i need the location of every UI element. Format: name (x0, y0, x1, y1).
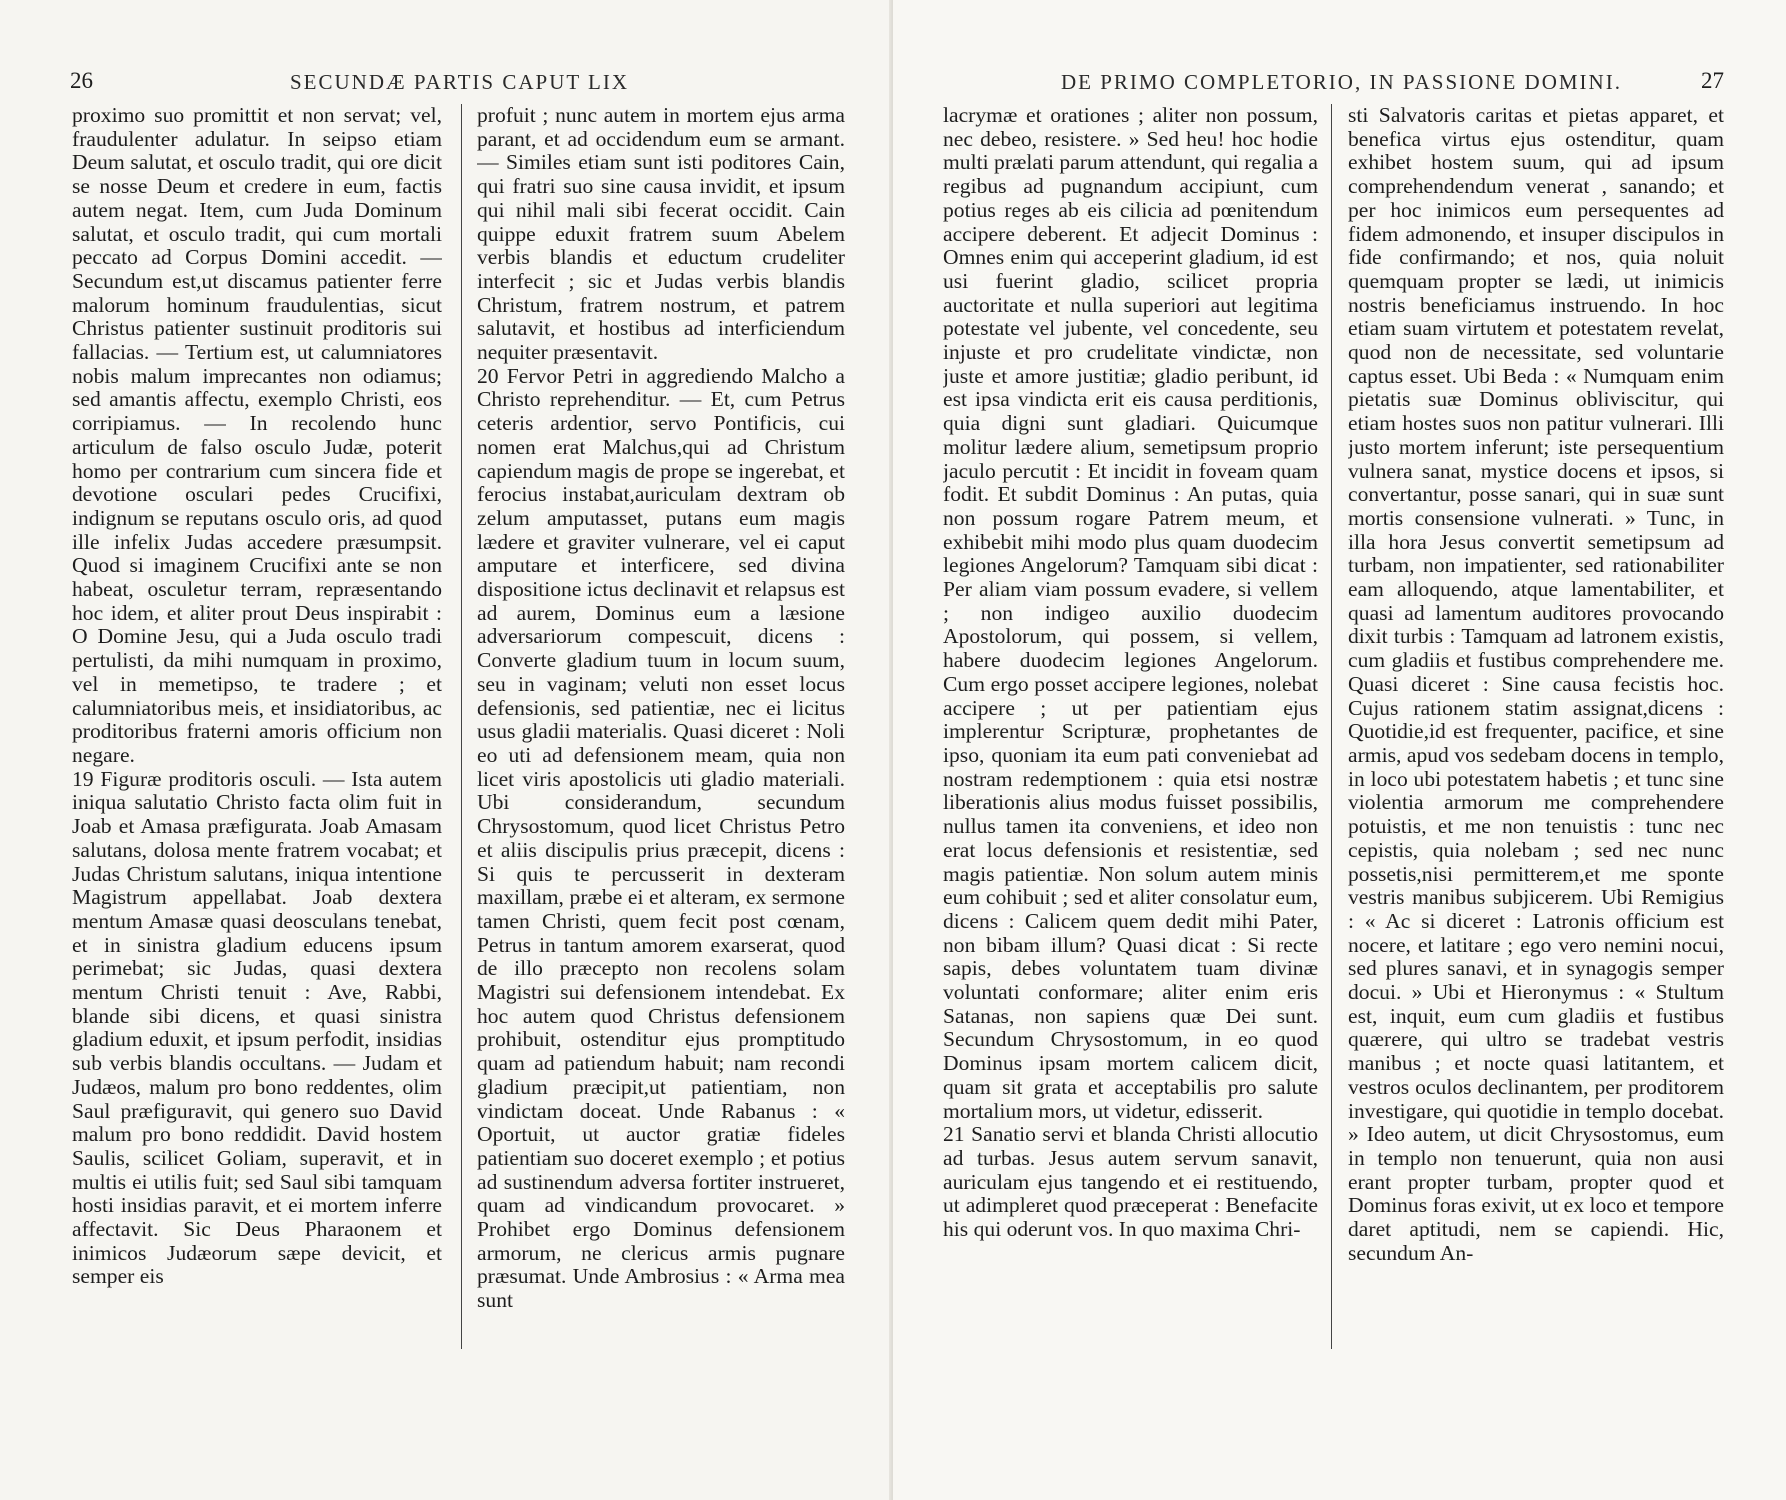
paragraph: lacrymæ et orationes ; aliter non possum, nec debeo, resistere. » Sed heu! hoc hodie multi prælati parum attendunt, qui regalia a regibus ad pugnandum accipiunt, cum potius reges ab eis cilicia ad pœnitendum accipere deberent. Et adjecit Dominus : Omnes enim qui acceperint gladium, id est usi fuerint gladio, scilicet propria auctoritate et nulla superiori aut legitima potestate vel jubente, vel concedente, seu injuste et pro crudelitate vindictæ, non juste et amore justitiæ; gladio peribunt, id est ipsa vindicta erit eis causa perditionis, quia digni sunt gladiari. Quicumque molitur lædere alium, semetipsum proprio jaculo percutit : Et incidit in foveam quam fodit. Et subdit Dominus : An putas, quia non possum rogare Patrem meum, et exhibebit mihi modo plus quam duodecim legiones Angelorum? Tamquam sibi dicat : Per aliam viam possum evadere, si vellem ; non indigeo auxilio duodecim Apostolorum, qui possem, si vellem, habere duodecim legiones Angelorum. Cum ergo posset accipere legiones, nolebat accipere ; ut per patientiam ejus implerentur Scripturæ, prophetantes de ipso, quoniam ita eum pati conveniebat ad nostram redemptionem : quia etsi nostræ liberationis alius modus fuisset possibilis, nullus tamen ita conveniens, et ideo non erat locus defensionis et resistentiæ, sed magis patientiæ. Non solum autem minis eum cohibuit ; sed et aliter consolatur eum, dicens : Calicem quem dedit mihi Pater, non bibam illum? Quasi dicat : Si recte sapis, debes voluntatem tuam divinæ voluntati conformare; aliter enim eris Satanas, non sapiens quæ Dei sunt. Secundum Chrysostomum, in eo quod Dominus ipsam mortem calicem dicit, quam sit grata et acceptabilis pro salute mortalium mors, ut videtur, edisserit. (943, 104, 1318, 1123)
left-page-column-2 (477, 104, 845, 1349)
paragraph: sti Salvatoris caritas et pietas apparet, et benefica virtus ejus ostenditur, quam exhibet hostem suum, qui ad ipsum comprehendendum venerat , sanando; et per hoc inimicos eum persequentes ad fidem admonendo, et insuper discipulos in fide confirmando; et nos, quia noluit quemquam propter se lædi, ut inimicis nostris beneficiamus instruendo. In hoc etiam suam virtutem et potestatem revelat, quod non de necessitate, sed voluntarie captus esset. Ubi Beda : « Numquam enim pietatis suæ Dominus obliviscitur, qui etiam hostes suos non patitur vulnerari. Illi justo mortem inferunt; iste persequentium vulnera sanat, mystice docens et ipsos, si convertantur, posse sanari, qui in suæ sunt mortis consensione vulnerati. » Tunc, in illa hora Jesus convertit semetipsum ad turbam, non impatienter, sed rationabiliter eam alloquendo, atque lamentabiliter, et quasi ad lamentum auditores provocando dixit turbis : Tamquam ad latronem existis, cum gladiis et fustibus comprehendere me. Quasi diceret : Sine causa fecistis hoc. Cujus rationem statim assignat,dicens : Quotidie,id est frequenter, pacifice, et sine armis, apud vos sedebam docens in templo, in loco ubi potestatem habetis ; et tunc sine violentia armorum me comprehendere potuistis, et me non tenuistis : tunc nec cepistis, quia nolebam ; sed nec nunc possetis,nisi permitterem,et me sponte vestris manibus subjicerem. Ubi Remigius : « Ac si diceret : Latronis officium est nocere, et latitare ; ego vero nemini nocui, sed plures sanavi, et in synagogis semper docui. » Ubi et Hieronymus : « Stultum est, inquit, eum cum gladiis et fustibus quærere, qui ultro se tradebat vestris manibus ; et nocte quasi latitantem, et vestros oculos declinantem, per proditorem investigare, qui quotidie in templo docebat. » Ideo autem, ut dicit Chrysostomus, eum in templo non tenuerunt, quia non ausi erant propter turbam, propter quod et Dominus foras exivit, ut ex loco et tempore daret aptitudi, nem se capiendi. Hic, secundum An- (1348, 104, 1724, 1265)
paragraph: 20 Fervor Petri in aggrediendo Malcho a Christo reprehenditur. — Et, cum Petrus ceteris ardentior, servo Pontificis, cui nomen erat Malchus,qui ad Christum capiendum magis de prope se ingerebat, et ferocius instabat,auriculam dextram ob zelum amputasset, putans eum magis lædere et graviter vulnerare, vel ei caput amputare et interficere, sed divina dispositione ictus declinavit et relapsus est ad aurem, Dominus eum a læsione adversariorum compescuit, dicens : Converte gladium tuum in locum suum, seu in vaginam; veluti non esset locus defensionis, sed patientiæ, nec ei licitus usus gladii materialis. Quasi diceret : Noli eo uti ad defensionem meam, quia non licet viris apostolicis uti gladio materiali. Ubi considerandum, secundum Chrysostomum, quod licet Christus Petro et aliis discipulis prius præcepit, dicens : Si quis te percusserit in dexteram maxillam, præbe ei et alteram, ex sermone tamen Christi, quem fecit post cœnam, Petrus in tantum amorem exarserat, quod de illo præcepto non recolens solam Magistri sui defensionem intendebat. Ex hoc autem quod Christus defensionem prohibuit, ostenditur ejus promptitudo quam ad patiendum habuit; nam recondi gladium præcipit,ut patientiam, non vindictam doceat. Unde Rabanus : « Oportuit, ut auctor gratiæ fideles patientiam suo doceret exemplo ; et potius ad sustinendum adversa fortiter instrueret, quam ad vindicandum provocaret. » Prohibet ergo Dominus defensionem armorum, ne clericus armis pugnare præsumat. Unde Ambrosius : « Arma mea sunt (477, 363, 845, 1313)
right-page-column-2 (1348, 104, 1724, 1349)
page-number: 27 (1701, 68, 1724, 93)
left-page-column-1 (72, 104, 442, 1349)
right-page (893, 0, 1786, 1500)
paragraph: 19 Figuræ proditoris osculi. — Ista autem iniqua salutatio Christo facta olim fuit in Joab et Amasa præfigurata. Joab Amasam salutans, dolosa mente fratrem vocabat; et Judas Christum salutans, iniqua intentione Magistrum appellabat. Joab dextera mentum Amasæ quasi deosculans tenebat, et in sinistra gladium educens ipsum perimebat; sic Judas, quasi dextera mentum Christi tenuit : Ave, Rabbi, blande sibi dicens, et quasi sinistra gladium eduxit, et ipsum perfodit, insidias sub verbis blandis occultans. — Judam et Judæos, malum pro bono reddentes, olim Saul præfiguravit, qui genero suo David malum pro bono reddidit. David hostem Saulis, scilicet Goliam, superavit, et in multis ei utilis fuit; sed Saul sibi tamquam hosti insidias paravit, et ei mortem inferre affectavit. Sic Deus Pharaonem et inimicos Judæorum sæpe devicit, et semper eis (72, 766, 442, 1289)
paragraph: proximo suo promittit et non servat; vel, fraudulenter adulatur. In seipso etiam Deum salutat, et osculo tradit, qui ore dicit se nosse Deum et credere in eum, factis autem negat. Item, cum Juda Dominum salutat, et osculo tradit, qui cum mortali peccato ad Corpus Domini accedit. — Secundum est,ut discamus patienter ferre malorum hominum fraudulentias, sicut Christus patienter sustinuit proditoris sui fallacias. — Tertium est, ut calumniatores nobis malum imprecantes non odiamus; sed amantis affectu, exemplo Christi, eos corripiamus. — In recolendo hunc articulum de falso osculo Judæ, poterit homo per contrarium cum sincera fide et devotione osculari pedes Crucifixi, indignum se reputans osculo oris, ad quod ille infelix Judas accedere præsumpsit. Quod si imaginem Crucifixi ante se non habeat, osculetur terram, repræsentando hoc idem, et aliter prout Deus inspirabit : O Domine Jesu, qui a Juda osculo tradi pertulisti, da mihi numquam in proximo, vel in memetipso, te tradere ; et calumniatoribus meis, et insidiatoribus, ac proditoribus fraterni amoris officium non negare. (72, 104, 442, 767)
running-head: SECUNDÆ PARTIS CAPUT LIX (290, 70, 630, 94)
right-page-column-1 (943, 104, 1318, 1349)
paragraph: profuit ; nunc autem in mortem ejus arma parant, et ad occidendum eum se armant. — Similes etiam sunt isti poditores Cain, qui fratri suo sine causa invidit, et ipsum qui nihil mali sibi fecerat occidit. Cain quippe eduxit fratrem suum Abelem verbis blandis et eductum crudeliter interfecit ; sic et Judas verbis blandis Christum, fratrem nostrum, et patrem salutavit, et hostibus ad interficiendum nequiter præsentavit. (477, 104, 845, 365)
paragraph: 21 Sanatio servi et blanda Christi allocutio ad turbas. Jesus autem servum sanavit, auriculam ejus tangendo et ei restituendo, ut adimpleret quod præceperat : Benefacite his qui oderunt vos. In quo maxima Chri- (943, 1122, 1318, 1242)
column-rule (461, 104, 462, 1349)
column-rule (1331, 104, 1332, 1349)
page-number: 26 (70, 68, 93, 93)
running-head: DE PRIMO COMPLETORIO, IN PASSIONE DOMINI. (1061, 70, 1622, 94)
